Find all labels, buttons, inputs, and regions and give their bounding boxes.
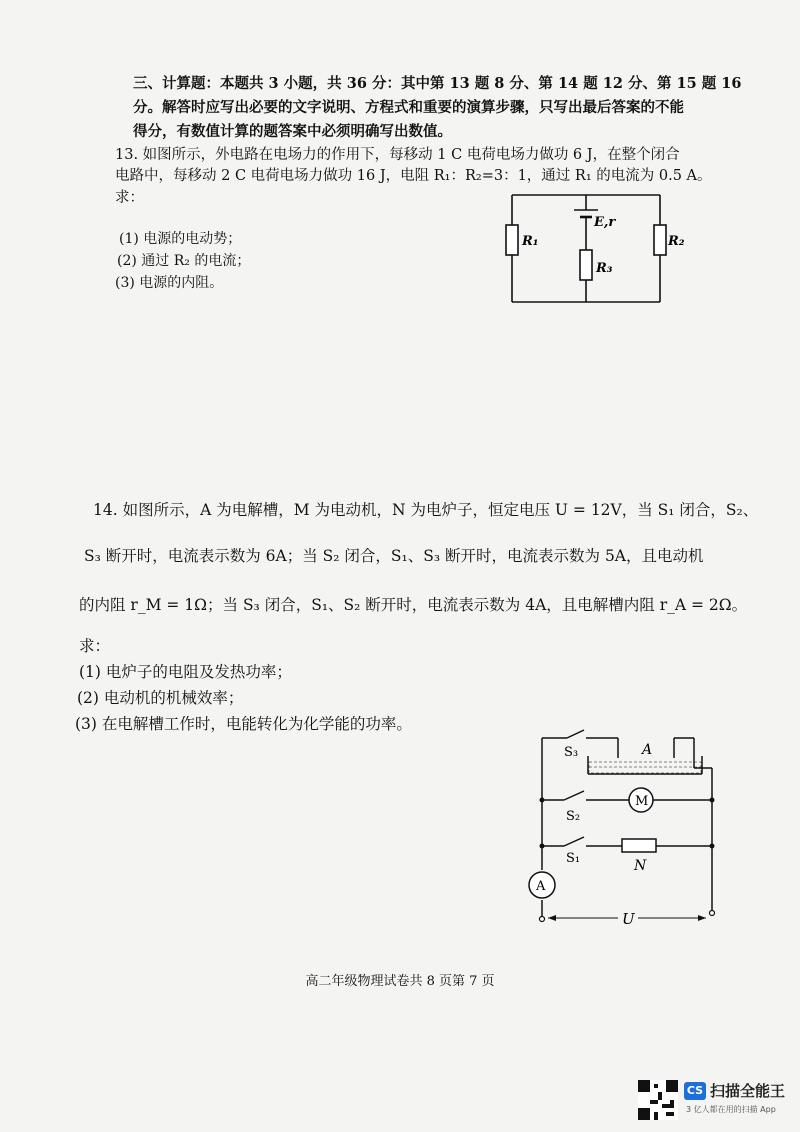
q14-terminal-left	[540, 917, 545, 922]
q14-item2: (2) 电动机的机械效率；	[77, 689, 244, 707]
q13-line2: 电路中，每移动 2 C 电荷电场力做功 16 J，电阻 R₁：R₂=3：1，通过 R₁ 的电流为 0.5 A。	[115, 168, 712, 184]
q14-line4: 求：	[79, 637, 111, 655]
q13-r1-resistor	[506, 225, 518, 255]
q14-voltage-label: U	[622, 910, 635, 928]
q13-r3-resistor	[580, 250, 592, 280]
section-header-line1: 三、计算题：本题共 3 小题，共 36 分：其中第 13 题 8 分、第 14 题 12 分、第 15 题 16	[133, 75, 742, 92]
q13-r2-label: R₂	[668, 234, 685, 249]
camscanner-logo: CS	[684, 1082, 706, 1100]
q14-heater-label: N	[634, 858, 647, 874]
camscanner-title: 扫描全能王	[710, 1082, 786, 1100]
qr-code	[638, 1080, 678, 1120]
section-header-line3: 得分，有数值计算的题答案中必须明确写出数值。	[133, 123, 452, 140]
q14-s2-label: S₂	[566, 809, 581, 824]
q14-cell-label: A	[642, 742, 653, 758]
q14-electrolyte	[589, 762, 701, 773]
q14-s1-label: S₁	[566, 851, 581, 866]
q14-item3: (3) 在电解槽工作时，电能转化为化学能的功率。	[75, 715, 412, 733]
q14-motor-label: M	[635, 794, 649, 809]
q13-r3-label: R₃	[596, 261, 613, 276]
q13-line3: 求：	[115, 190, 144, 206]
q13-r1-label: R₁	[522, 234, 539, 249]
q14-line1: 14. 如图所示，A 为电解槽，M 为电动机，N 为电炉子，恒定电压 U = 12V，当 S₁ 闭合，S₂、	[93, 501, 759, 519]
q14-circuit-diagram	[522, 728, 727, 933]
q13-item2: (2) 通过 R₂ 的电流；	[117, 253, 251, 269]
q14-s3-label: S₃	[564, 745, 579, 760]
q14-line3: 的内阻 r_M = 1Ω；当 S₃ 闭合，S₁、S₂ 断开时，电流表示数为 4A，且电解槽内阻 r_A = 2Ω。	[79, 596, 748, 614]
q13-r2-resistor	[654, 225, 666, 255]
q13-circuit-diagram	[500, 190, 690, 310]
q13-line1: 13. 如图所示，外电路在电场力的作用下，每移动 1 C 电荷电场力做功 6 J，在整个闭合	[115, 147, 680, 163]
camscanner-subtitle: 3 亿人都在用的扫描 App	[686, 1105, 776, 1114]
q13-item3: (3) 电源的内阻。	[115, 275, 224, 291]
q14-item1: (1) 电炉子的电阻及发热功率；	[79, 663, 292, 681]
q13-source-label: E,r	[594, 215, 616, 230]
q14-line2: S₃ 断开时，电流表示数为 6A；当 S₂ 闭合，S₁、S₃ 断开时，电流表示数为 5A，且电动机	[84, 547, 704, 565]
q14-heater-resistor	[622, 839, 656, 852]
q14-terminal-right	[710, 911, 715, 916]
page-footer: 高二年级物理试卷共 8 页第 7 页	[305, 974, 495, 989]
q14-ammeter-label: A	[536, 879, 546, 894]
section-header-line2: 分。解答时应写出必要的文字说明、方程式和重要的演算步骤，只写出最后答案的不能	[133, 99, 684, 116]
q13-item1: (1) 电源的电动势；	[119, 231, 242, 247]
